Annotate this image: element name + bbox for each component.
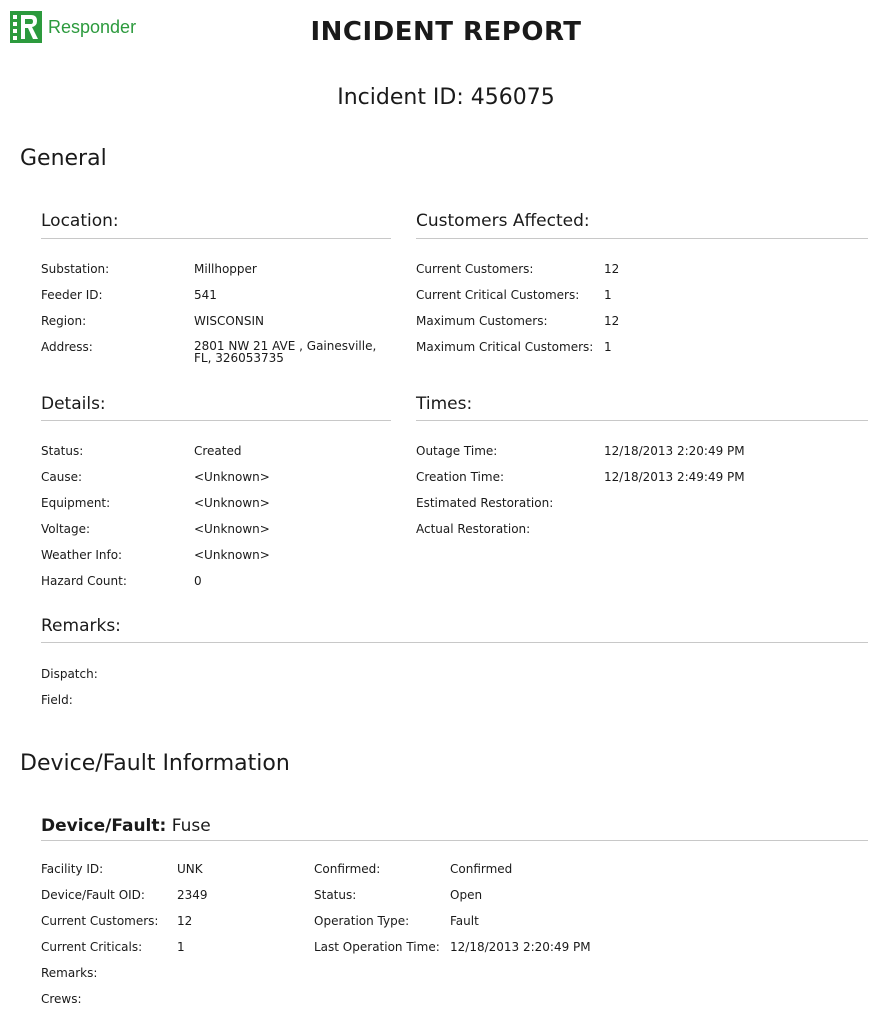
customers-label: Maximum Critical Customers: xyxy=(416,340,594,354)
hazard-count-value: 0 xyxy=(194,574,202,588)
substation-value: Millhopper xyxy=(194,262,257,276)
device-label: Operation Type: xyxy=(314,914,410,928)
current-customers-value: 12 xyxy=(604,262,620,276)
equipment-value: <Unknown> xyxy=(194,496,270,510)
section-title-general: General xyxy=(20,146,107,171)
brand-name: Responder xyxy=(48,16,137,37)
location-label: Substation: xyxy=(41,262,110,276)
facility-id-value: UNK xyxy=(177,862,203,876)
weather-info-value: <Unknown> xyxy=(194,548,270,562)
customers-divider xyxy=(416,238,868,239)
device-label: Crews: xyxy=(41,992,82,1006)
maximum-customers-value: 12 xyxy=(604,314,620,328)
cause-value: <Unknown> xyxy=(194,470,270,484)
region-value: WISCONSIN xyxy=(194,314,264,328)
device-label: Status: xyxy=(314,888,357,902)
address-value: 2801 NW 21 AVE , Gainesville, FL, 326053735 xyxy=(194,339,377,365)
times-heading: Times: xyxy=(416,394,473,414)
details-label: Hazard Count: xyxy=(41,574,127,588)
customers-label: Current Customers: xyxy=(416,262,534,276)
details-divider xyxy=(41,420,391,421)
device-current-criticals-value: 1 xyxy=(177,940,185,954)
device-label: Device/Fault OID: xyxy=(41,888,145,902)
voltage-value: <Unknown> xyxy=(194,522,270,536)
device-label: Remarks: xyxy=(41,966,98,980)
details-heading: Details: xyxy=(41,394,106,414)
details-label: Equipment: xyxy=(41,496,111,510)
section-title-device-fault: Device/Fault Information xyxy=(20,751,290,776)
times-label: Estimated Restoration: xyxy=(416,496,554,510)
remarks-divider xyxy=(41,642,868,643)
device-label: Facility ID: xyxy=(41,862,104,876)
device-label: Current Customers: xyxy=(41,914,159,928)
creation-time-value: 12/18/2013 2:49:49 PM xyxy=(604,470,745,484)
times-label: Outage Time: xyxy=(416,444,498,458)
confirmed-value: Confirmed xyxy=(450,862,513,876)
details-label: Cause: xyxy=(41,470,83,484)
device-label: Current Criticals: xyxy=(41,940,143,954)
incident-id: Incident ID: 456075 xyxy=(337,85,555,110)
last-operation-time-value: 12/18/2013 2:20:49 PM xyxy=(450,940,591,954)
location-label: Region: xyxy=(41,314,87,328)
device-fault-type: Fuse xyxy=(171,816,211,836)
feeder-id-value: 541 xyxy=(194,288,217,302)
device-divider xyxy=(41,840,868,841)
remarks-heading: Remarks: xyxy=(41,616,121,636)
details-label: Status: xyxy=(41,444,84,458)
current-critical-value: 1 xyxy=(604,288,612,302)
location-heading: Location: xyxy=(41,211,119,231)
times-label: Creation Time: xyxy=(416,470,504,484)
location-label: Feeder ID: xyxy=(41,288,103,302)
times-divider xyxy=(416,420,868,421)
remarks-label: Dispatch: xyxy=(41,667,98,681)
details-label: Voltage: xyxy=(41,522,91,536)
location-divider xyxy=(41,238,391,239)
device-label: Last Operation Time: xyxy=(314,940,440,954)
device-fault-heading-label: Device/Fault: xyxy=(41,816,167,836)
customers-heading: Customers Affected: xyxy=(416,211,590,231)
maximum-critical-value: 1 xyxy=(604,340,612,354)
device-label: Confirmed: xyxy=(314,862,381,876)
customers-label: Current Critical Customers: xyxy=(416,288,580,302)
device-fault-heading xyxy=(41,816,211,836)
details-label: Weather Info: xyxy=(41,548,123,562)
device-current-customers-value: 12 xyxy=(177,914,193,928)
location-label: Address: xyxy=(41,340,93,354)
customers-label: Maximum Customers: xyxy=(416,314,548,328)
device-status-value: Open xyxy=(450,888,483,902)
report-title: INCIDENT REPORT xyxy=(310,17,582,47)
outage-time-value: 12/18/2013 2:20:49 PM xyxy=(604,444,745,458)
operation-type-value: Fault xyxy=(450,914,479,928)
status-value: Created xyxy=(194,444,242,458)
remarks-label: Field: xyxy=(41,693,73,707)
times-label: Actual Restoration: xyxy=(416,522,531,536)
device-oid-value: 2349 xyxy=(177,888,208,902)
